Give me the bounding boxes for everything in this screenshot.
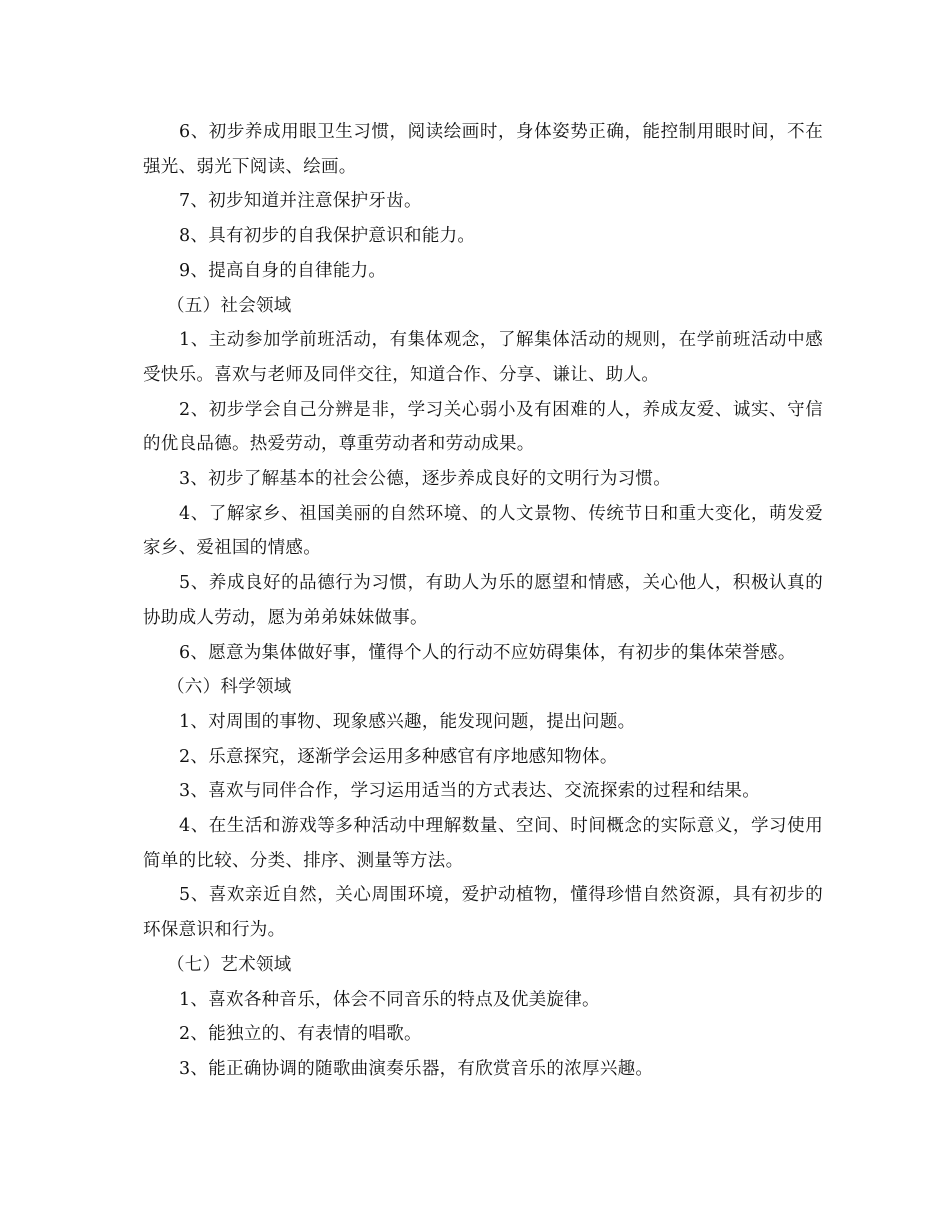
- list-item: 8、具有初步的自我保护意识和能力。: [179, 226, 476, 247]
- list-item: 2、乐意探究，逐渐学会运用多种感官有序地感知物体。: [179, 746, 618, 767]
- list-item: 5、养成良好的品德行为习惯，有助人为乐的愿望和情感，关心他人，积极认真的协助成人劳动，愿为弟弟妹妹做事。: [143, 573, 823, 628]
- list-item: 3、初步了解基本的社会公德，逐步养成良好的文明行为习惯。: [179, 469, 672, 490]
- section-heading: （六）科学领域: [167, 677, 292, 698]
- list-item: 4、在生活和游戏等多种活动中理解数量、空间、时间概念的实际意义，学习使用简单的比较、分类、排序、测量等方法。: [143, 816, 823, 871]
- list-item: 1、对周围的事物、现象感兴趣，能发现问题，提出问题。: [179, 711, 636, 732]
- list-item: 1、主动参加学前班活动，有集体观念，了解集体活动的规则，在学前班活动中感受快乐。喜欢与老师及同伴交往，知道合作、分享、谦让、助人。: [143, 330, 823, 385]
- section-heading: （五）社会领域: [167, 295, 292, 316]
- document-body: [143, 115, 823, 1087]
- list-item: 6、愿意为集体做好事，懂得个人的行动不应妨碍集体，有初步的集体荣誉感。: [179, 642, 796, 663]
- list-item: 3、能正确协调的随歌曲演奏乐器，有欣赏音乐的浓厚兴趣。: [179, 1058, 654, 1079]
- list-item: 2、初步学会自己分辨是非，学习关心弱小及有困难的人，养成友爱、诚实、守信的优良品德。热爱劳动，尊重劳动者和劳动成果。: [143, 399, 823, 455]
- list-item: 4、了解家乡、祖国美丽的自然环境、的人文景物、传统节日和重大变化，萌发爱家乡、爱祖国的情感。: [143, 503, 823, 559]
- list-item: 5、喜欢亲近自然，关心周围环境，爱护动植物，懂得珍惜自然资源，具有初步的环保意识和行为。: [143, 885, 823, 941]
- list-item: 1、喜欢各种音乐，体会不同音乐的特点及优美旋律。: [179, 989, 600, 1010]
- section-heading: （七）艺术领域: [167, 954, 292, 975]
- list-item: 7、初步知道并注意保护牙齿。: [179, 191, 422, 212]
- list-item: 3、喜欢与同伴合作，学习运用适当的方式表达、交流探索的过程和结果。: [179, 781, 761, 802]
- list-item: 2、能独立的、有表情的唱歌。: [179, 1024, 422, 1045]
- list-item: 9、提高自身的自律能力。: [179, 260, 387, 281]
- list-item: 6、初步养成用眼卫生习惯，阅读绘画时，身体姿势正确，能控制用眼时间，不在强光、弱光下阅读、绘画。: [143, 122, 823, 177]
